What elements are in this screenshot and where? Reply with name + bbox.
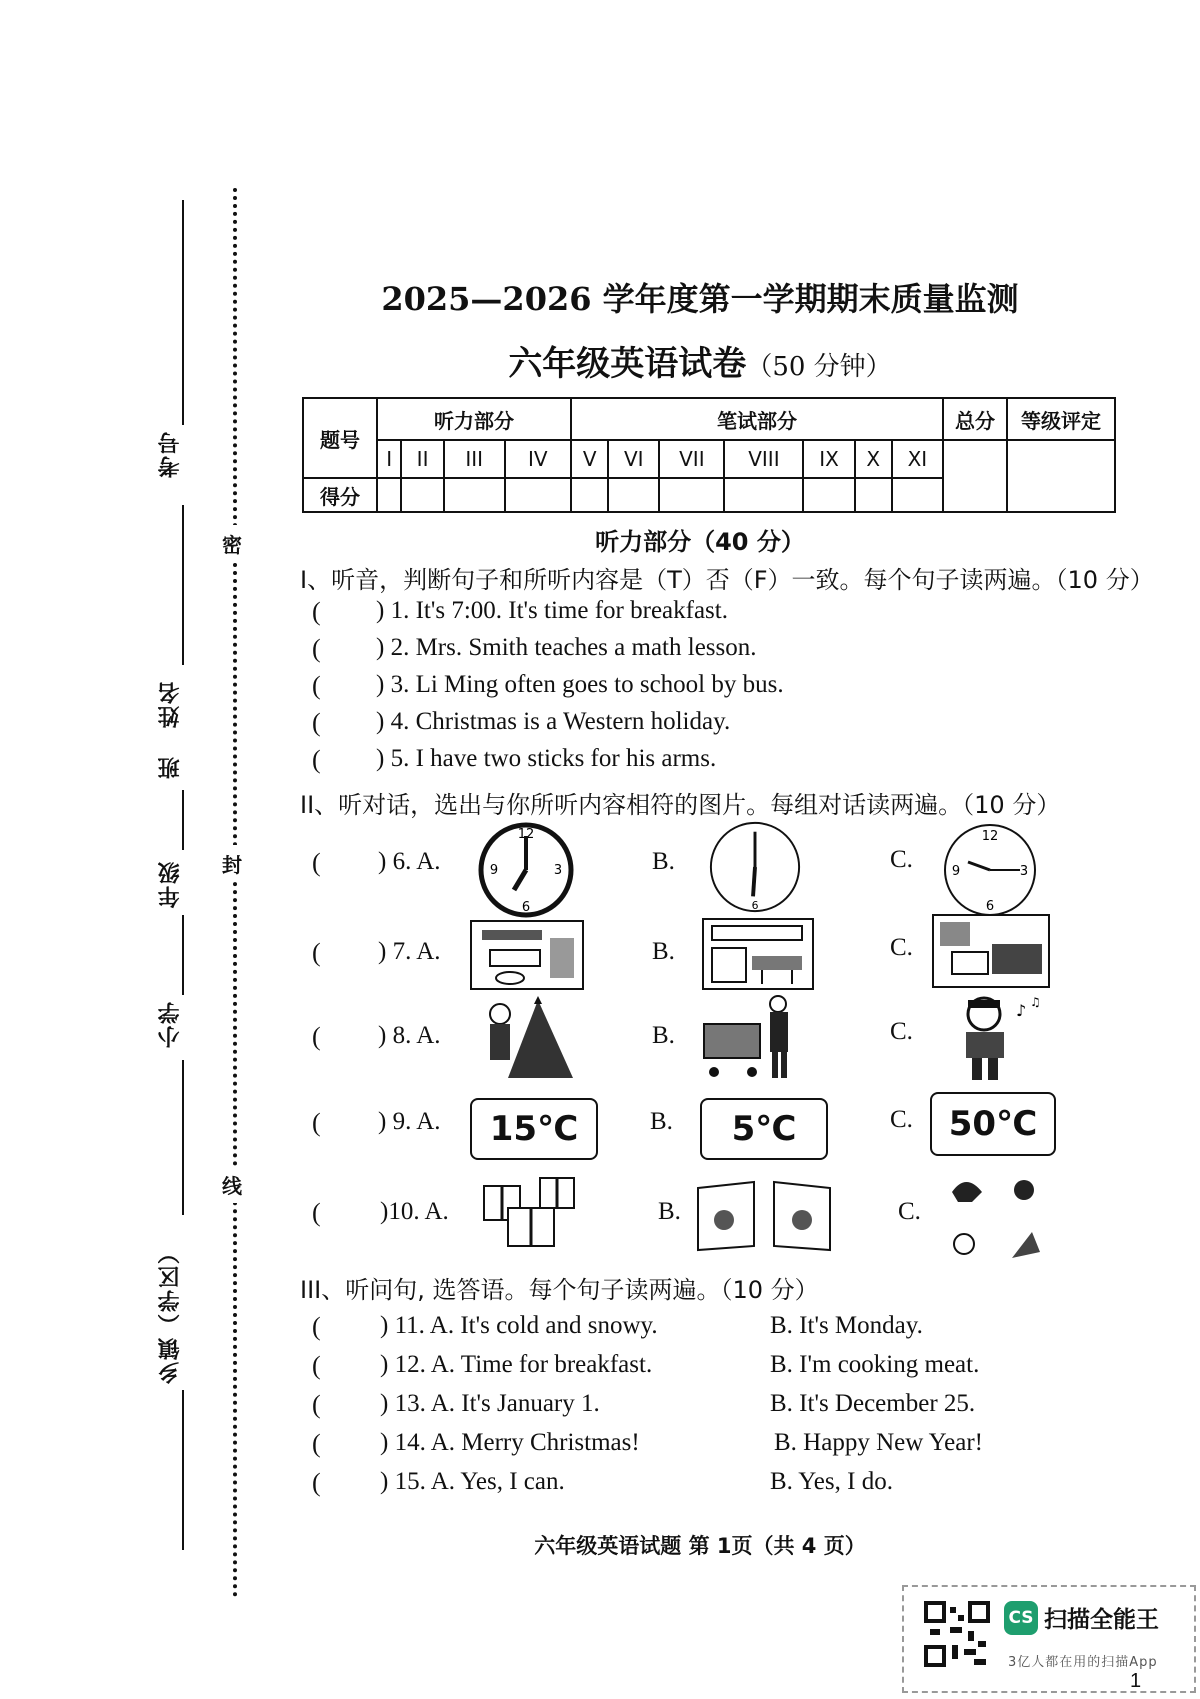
item-text: 14. A. Merry Christmas!	[394, 1429, 640, 1456]
part2-item: ) 8. A.	[378, 1022, 441, 1049]
answer-blank[interactable]: (	[312, 745, 321, 774]
item-text: 4. Christmas is a Western holiday.	[390, 708, 731, 735]
answer-blank[interactable]: (	[312, 1198, 321, 1227]
clock-six-icon	[706, 818, 804, 916]
part3-option-b: B. Happy New Year!	[774, 1429, 983, 1456]
christmas-tree-icon	[478, 996, 582, 1082]
numeral-cell: I	[377, 440, 401, 478]
class-label: 班	[158, 755, 183, 779]
clock-numeral: 3	[1019, 864, 1029, 879]
numeral-cell: X	[855, 440, 892, 478]
seal-char-mi: 密	[222, 525, 242, 562]
grade-label: 年级	[158, 860, 183, 908]
item-text: 8. A.	[392, 1022, 441, 1049]
score-cell[interactable]	[892, 478, 943, 512]
numeral-cell: IV	[505, 440, 572, 478]
numeral-cell: VIII	[724, 440, 803, 478]
item-text: 1. It's 7:00. It's time for breakfast.	[390, 597, 728, 624]
numeral-cell: III	[444, 440, 505, 478]
clock-numeral: 6	[751, 899, 759, 913]
question-number-label: 题号	[303, 398, 377, 478]
school-label: 小学	[158, 1000, 183, 1048]
exam-subtitle	[300, 336, 1100, 385]
grade-header: 等级评定	[1007, 398, 1115, 440]
gift-boxes-icon	[480, 1170, 580, 1250]
answer-blank[interactable]: (	[312, 671, 321, 700]
scanner-watermark	[902, 1585, 1196, 1693]
option-c-label: C.	[890, 846, 913, 873]
part1-item: ) 2. Mrs. Smith teaches a math lesson.	[376, 634, 757, 661]
answer-blank[interactable]: (	[312, 597, 321, 626]
score-cell[interactable]	[401, 478, 444, 512]
temperature-15: 15℃	[470, 1098, 598, 1160]
item-text: 7. A.	[392, 938, 441, 965]
score-cell[interactable]	[803, 478, 854, 512]
binding-line	[182, 505, 184, 665]
item-text: 12. A. Time for breakfast.	[394, 1351, 653, 1378]
binding-line	[182, 200, 184, 425]
numeral-cell: VII	[659, 440, 724, 478]
listening-header: 听力部分	[377, 398, 571, 440]
answer-blank[interactable]: (	[312, 1312, 321, 1341]
item-text: 13. A. It's January 1.	[394, 1390, 600, 1417]
option-c-label: C.	[890, 1106, 913, 1133]
item-text: 15. A. Yes, I can.	[394, 1468, 565, 1495]
christmas-card-icon	[770, 1180, 836, 1252]
answer-blank[interactable]: (	[312, 1468, 321, 1497]
temperature-5: 5℃	[700, 1098, 828, 1160]
clock-quarter-icon	[940, 820, 1040, 920]
part1-item: ) 1. It's 7:00. It's time for breakfast.	[376, 597, 728, 624]
score-cell[interactable]	[571, 478, 608, 512]
item-text: 11. A. It's cold and snowy.	[394, 1312, 658, 1339]
singing-boy-icon	[944, 992, 1048, 1084]
exam-number-label: 考号	[158, 430, 183, 478]
answer-blank[interactable]: (	[312, 1429, 321, 1458]
part3-option-a: ) 13. A. It's January 1.	[380, 1390, 600, 1417]
option-b-label: B.	[652, 1022, 675, 1049]
clock-numeral: 3	[553, 863, 563, 878]
shopping-cart-icon	[700, 994, 796, 1084]
bathroom-icon	[470, 920, 584, 990]
part3-option-a: ) 14. A. Merry Christmas!	[380, 1429, 640, 1456]
score-cell[interactable]	[444, 478, 505, 512]
clock-seven-icon	[476, 820, 576, 920]
kitchen-icon	[702, 918, 814, 990]
answer-blank[interactable]: (	[312, 708, 321, 737]
part1-item: ) 3. Li Ming often goes to school by bus.	[376, 671, 784, 698]
score-cell[interactable]	[855, 478, 892, 512]
item-text: 6. A.	[392, 848, 441, 875]
binding-line	[182, 790, 184, 850]
total-header: 总分	[943, 398, 1007, 440]
score-table	[302, 397, 1116, 513]
seal-char-xian: 线	[222, 1166, 242, 1203]
answer-blank[interactable]: (	[312, 1022, 321, 1051]
score-cell[interactable]	[659, 478, 724, 512]
binding-line	[182, 1390, 184, 1550]
option-c-label: C.	[890, 934, 913, 961]
option-b-label: B.	[658, 1198, 681, 1225]
numeral-cell: II	[401, 440, 444, 478]
part3-option-b: B. I'm cooking meat.	[770, 1351, 980, 1378]
part3-option-b: B. Yes, I do.	[770, 1468, 893, 1495]
numeral-cell: VI	[608, 440, 659, 478]
part2-item: ) 7. A.	[378, 938, 441, 965]
answer-blank[interactable]: (	[312, 848, 321, 877]
page-footer: 六年级英语试题 第 1页（共 4 页）	[534, 1534, 866, 1558]
clock-numeral: 9	[489, 863, 499, 878]
score-label: 得分	[303, 478, 377, 512]
part2-item: ) 9. A.	[378, 1108, 441, 1135]
clock-numeral: 12	[981, 829, 999, 844]
part1-title: I、听音，判断句子和所听内容是（T）否（F）一致。每个句子读两遍。（10 分）	[300, 566, 1154, 594]
item-text: 5. I have two sticks for his arms.	[390, 745, 717, 772]
part1-item: ) 4. Christmas is a Western holiday.	[376, 708, 731, 735]
score-cell[interactable]	[505, 478, 572, 512]
clock-numeral: 9	[951, 864, 961, 879]
option-c-label: C.	[898, 1198, 921, 1225]
part3-option-a: ) 12. A. Time for breakfast.	[380, 1351, 653, 1378]
part3-option-b: B. It's Monday.	[770, 1312, 923, 1339]
part3-title: III、听问句, 选答语。每个句子读两遍。（10 分）	[300, 1276, 819, 1304]
score-cell[interactable]	[377, 478, 401, 512]
living-room-icon	[932, 914, 1050, 988]
item-text: 9. A.	[392, 1108, 441, 1135]
answer-blank[interactable]: (	[312, 1351, 321, 1380]
part3-option-a: ) 11. A. It's cold and snowy.	[380, 1312, 658, 1339]
answer-blank[interactable]: (	[312, 1108, 321, 1137]
temperature-50: 50℃	[930, 1092, 1056, 1156]
christmas-card-icon	[694, 1180, 760, 1252]
numeral-cell: V	[571, 440, 608, 478]
clock-numeral: 12	[517, 827, 535, 842]
binding-line	[182, 1060, 184, 1215]
answer-blank[interactable]: (	[312, 1390, 321, 1419]
binding-line	[182, 915, 184, 995]
part3-option-a: ) 15. A. Yes, I can.	[380, 1468, 565, 1495]
part2-item: ) 6. A.	[378, 848, 441, 875]
town-label: 乡镇（学区）	[158, 1240, 183, 1384]
part3-option-b: B. It's December 25.	[770, 1390, 976, 1417]
part2-title: II、听对话，选出与你所听内容相符的图片。每组对话读两遍。（10 分）	[300, 791, 1061, 819]
option-b-label: B.	[652, 848, 675, 875]
numeral-cell: XI	[892, 440, 943, 478]
subject-title: 六年级英语试卷	[508, 344, 747, 384]
numeral-cell: IX	[803, 440, 854, 478]
score-cell[interactable]	[724, 478, 803, 512]
item-text: 2. Mrs. Smith teaches a math lesson.	[390, 634, 757, 661]
exam-title: 2025—2026 学年度第一学期期末质量监测	[381, 280, 1019, 318]
writing-header: 笔试部分	[571, 398, 943, 440]
clock-numeral: 6	[985, 899, 995, 914]
score-cell[interactable]	[608, 478, 659, 512]
listening-heading: 听力部分（40 分）	[595, 528, 805, 556]
scanner-app-name: 扫描全能王	[1044, 1607, 1159, 1633]
svg-text:♫: ♫	[1030, 995, 1041, 1009]
option-c-label: C.	[890, 1018, 913, 1045]
option-b-label: B.	[652, 938, 675, 965]
svg-text:♪: ♪	[1016, 1001, 1027, 1020]
total-score-cell[interactable]	[943, 440, 1007, 512]
camscanner-logo: CS	[1004, 1601, 1038, 1635]
seal-char-feng: 封	[222, 845, 242, 882]
ornaments-icon	[942, 1162, 1054, 1272]
option-b-label: B.	[650, 1108, 673, 1135]
answer-blank[interactable]: (	[312, 634, 321, 663]
scanner-tagline: 3亿人都在用的扫描App	[1008, 1655, 1158, 1670]
clock-numeral: 6	[521, 900, 531, 915]
item-text: 3. Li Ming often goes to school by bus.	[390, 671, 784, 698]
seal-line	[233, 188, 237, 1598]
page-mark: 1	[1130, 1670, 1142, 1692]
item-text: 10. A.	[388, 1198, 449, 1225]
qr-code-icon	[924, 1601, 990, 1667]
duration: （50 分钟）	[746, 352, 892, 382]
grade-cell[interactable]	[1007, 440, 1115, 512]
answer-blank[interactable]: (	[312, 938, 321, 967]
name-label: 姓名	[158, 680, 183, 728]
part1-item: ) 5. I have two sticks for his arms.	[376, 745, 717, 772]
part2-item: )10. A.	[380, 1198, 449, 1225]
